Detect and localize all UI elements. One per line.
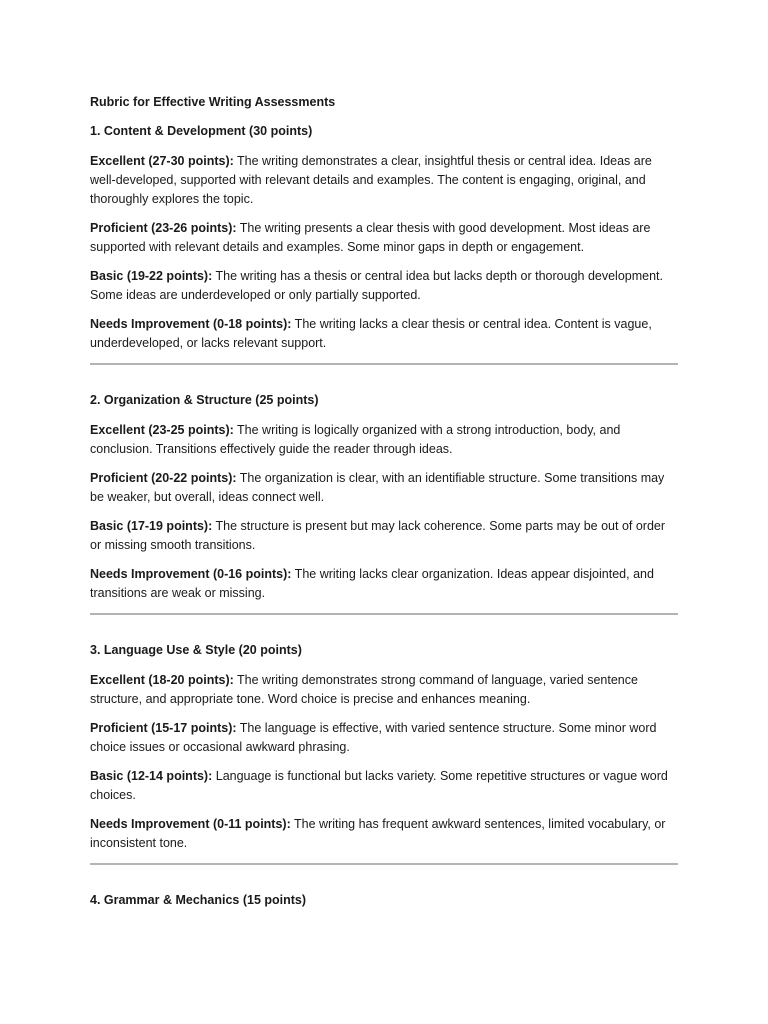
level-name: Excellent (27-30 points):: [90, 154, 234, 168]
level-name: Proficient (15-17 points):: [90, 721, 237, 735]
rubric-sections: [90, 123, 678, 908]
level-name: Basic (12-14 points):: [90, 769, 213, 783]
rubric-level: [90, 421, 678, 459]
level-name: Basic (17-19 points):: [90, 519, 213, 533]
section-heading: 4. Grammar & Mechanics (15 points): [90, 893, 307, 907]
rubric-level: [90, 767, 678, 805]
level-description: The writing has a thesis or central idea but lacks depth or thorough development. Some ideas are underdeveloped or only partially supported.: [90, 269, 663, 302]
level-description: The writing lacks a clear thesis or central idea. Content is vague, underdeveloped, or lacks relevant support.: [90, 317, 652, 350]
level-description: The writing presents a clear thesis with good development. Most ideas are supported with relevant details and examples. Some minor gaps in depth or engagement.: [90, 221, 651, 254]
level-name: Needs Improvement (0-11 points):: [90, 817, 291, 831]
level-description: The structure is present but may lack coherence. Some parts may be out of order or missing smooth transitions.: [90, 519, 666, 552]
rubric-level: [90, 219, 678, 257]
level-name: Proficient (20-22 points):: [90, 471, 237, 485]
level-name: Excellent (18-20 points):: [90, 673, 234, 687]
rubric-level: [90, 267, 678, 305]
level-description: The writing lacks clear organization. Ideas appear disjointed, and transitions are weak or missing.: [90, 567, 654, 600]
level-description: The writing has frequent awkward sentences, limited vocabulary, or inconsistent tone.: [90, 817, 666, 850]
section-divider: [90, 613, 678, 615]
rubric-level: [90, 815, 678, 853]
rubric-level: [90, 517, 678, 555]
rubric-level: [90, 565, 678, 603]
level-description: The writing demonstrates strong command of language, varied sentence structure, and appropriate tone. Word choice is precise and enhances meaning.: [90, 673, 638, 706]
level-description: The language is effective, with varied sentence structure. Some minor word choice issues or occasional awkward phrasing.: [90, 721, 657, 754]
level-name: Excellent (23-25 points):: [90, 423, 234, 437]
section-divider: [90, 863, 678, 865]
level-description: The writing is logically organized with a strong introduction, body, and conclusion. Transitions effectively guide the reader through ideas.: [90, 423, 621, 456]
level-name: Basic (19-22 points):: [90, 269, 213, 283]
document-title: Rubric for Effective Writing Assessments: [90, 95, 336, 109]
level-name: Needs Improvement (0-18 points):: [90, 317, 292, 331]
level-name: Proficient (23-26 points):: [90, 221, 237, 235]
section-heading: 3. Language Use & Style (20 points): [90, 643, 302, 657]
rubric-level: [90, 152, 678, 209]
section-heading: 2. Organization & Structure (25 points): [90, 393, 319, 407]
section-divider: [90, 363, 678, 365]
rubric-section: [90, 123, 678, 365]
rubric-level: [90, 315, 678, 353]
level-description: The organization is clear, with an identifiable structure. Some transitions may be weaker, but overall, ideas connect well.: [90, 471, 665, 504]
section-heading: 1. Content & Development (30 points): [90, 124, 313, 138]
rubric-section: [90, 392, 678, 615]
rubric-section: [90, 642, 678, 865]
rubric-level: [90, 469, 678, 507]
rubric-level: [90, 671, 678, 709]
level-description: Language is functional but lacks variety. Some repetitive structures or vague word choices.: [90, 769, 668, 802]
rubric-level: [90, 719, 678, 757]
rubric-section: [90, 892, 678, 908]
level-description: The writing demonstrates a clear, insightful thesis or central idea. Ideas are well-developed, supported with relevant details and examples. The content is engaging, original, and thoroughly explores the topic.: [90, 154, 652, 206]
level-name: Needs Improvement (0-16 points):: [90, 567, 292, 581]
